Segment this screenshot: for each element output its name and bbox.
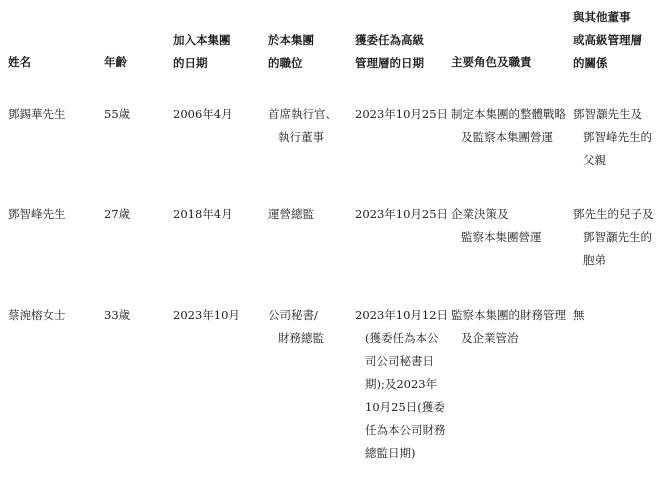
row-1-roles: [451, 103, 566, 149]
row-3-relationship-text: 無: [573, 308, 585, 322]
row-1-age: [104, 103, 130, 126]
row-2-relationship: [573, 203, 654, 272]
row-2-age: [104, 203, 130, 226]
row-3-join-date-text: 2023年10月: [173, 308, 240, 322]
row-2-join-date: [173, 203, 233, 226]
row-3-position-line-1: 公司秘書/: [268, 308, 318, 322]
row-3-roles: [451, 304, 566, 350]
row-3-appointment-date-line-6: 任為本公司財務: [365, 423, 446, 437]
row-2-relationship-line-2: 鄧智灝先生的: [583, 230, 652, 244]
row-2-name: [8, 203, 66, 226]
row-3-appointment-date-line-3: 司公司秘書日: [365, 354, 434, 368]
row-1-position-line-2: 執行董事: [278, 130, 324, 144]
row-2-position: [268, 203, 314, 226]
row-3-age-text: 33歲: [104, 308, 131, 322]
row-1-relationship: [573, 103, 652, 172]
row-3-appointment-date-line-1: 2023年10月12日: [355, 308, 449, 322]
header-join-date-line-2: 的日期: [173, 56, 208, 70]
row-1-join-date-text: 2006年4月: [173, 107, 233, 121]
row-2-age-text: 27歲: [104, 207, 131, 221]
row-3-relationship: [573, 304, 585, 327]
row-3-join-date: [173, 304, 240, 327]
row-1-relationship-line-2: 鄧智峰先生的: [583, 130, 652, 144]
header-relationship-line-2: 或高級管理層: [573, 33, 642, 47]
row-1-name: [8, 103, 66, 126]
row-1-appointment-date-text: 2023年10月25日: [355, 107, 449, 121]
row-1-age-text: 55歲: [104, 107, 131, 121]
row-2-appointment-date-text: 2023年10月25日: [355, 207, 449, 221]
row-1-appointment-date: [355, 103, 448, 126]
row-2-roles-line-1: 企業決策及: [451, 207, 509, 221]
header-name-text: 姓名: [8, 55, 31, 69]
row-1-position: [268, 103, 337, 149]
header-position-line-2: 的職位: [268, 56, 303, 70]
header-join-date: [173, 29, 231, 75]
header-position-line-1: 於本集團: [268, 33, 314, 47]
row-1-relationship-line-1: 鄧智灝先生及: [573, 107, 642, 121]
row-3-position: [268, 304, 324, 350]
row-3-appointment-date: [355, 304, 448, 465]
row-3-position-line-2: 財務總監: [278, 331, 324, 345]
header-appointment-date: [355, 29, 424, 75]
row-1-name-text: 鄧錫華先生: [8, 107, 66, 121]
row-2-appointment-date: [355, 203, 448, 226]
header-name: [8, 51, 31, 74]
header-roles-text: 主要角色及職責: [451, 55, 532, 69]
row-3-appointment-date-line-2: (獲委任為本公: [365, 331, 439, 345]
row-2-roles: [451, 203, 542, 249]
header-join-date-line-1: 加入本集團: [173, 33, 231, 47]
header-age: [104, 51, 127, 74]
row-2-roles-line-2: 監察本集團營運: [461, 230, 542, 244]
row-1-position-line-1: 首席執行官、: [268, 107, 337, 121]
header-relationship-line-1: 與其他董事: [573, 10, 631, 24]
row-1-relationship-line-3: 父親: [583, 153, 606, 167]
header-appointment-date-line-2: 管理層的日期: [355, 56, 424, 70]
header-relationship: [573, 6, 642, 75]
row-1-join-date: [173, 103, 233, 126]
header-age-text: 年齡: [104, 55, 127, 69]
row-2-join-date-text: 2018年4月: [173, 207, 233, 221]
row-2-relationship-line-1: 鄧先生的兒子及: [573, 207, 654, 221]
row-2-position-text: 運營總監: [268, 207, 314, 221]
row-1-roles-line-2: 及監察本集團營運: [461, 130, 553, 144]
header-relationship-line-3: 的關係: [573, 56, 608, 70]
row-3-age: [104, 304, 130, 327]
row-2-relationship-line-3: 胞弟: [583, 253, 606, 267]
row-3-roles-line-1: 監察本集團的財務管理: [451, 308, 566, 322]
row-1-roles-line-1: 制定本集團的整體戰略: [451, 107, 566, 121]
header-appointment-date-line-1: 獲委任為高級: [355, 33, 424, 47]
header-position: [268, 29, 314, 75]
row-3-appointment-date-line-7: 總監日期): [365, 446, 416, 460]
row-2-name-text: 鄧智峰先生: [8, 207, 66, 221]
row-3-name: [8, 304, 66, 327]
header-roles: [451, 51, 532, 74]
row-3-appointment-date-line-5: 10月25日(獲委: [365, 400, 445, 414]
row-3-appointment-date-line-4: 期);及2023年: [365, 377, 438, 391]
row-3-roles-line-2: 及企業管治: [461, 331, 519, 345]
row-3-name-text: 蔡涴榕女士: [8, 308, 66, 322]
